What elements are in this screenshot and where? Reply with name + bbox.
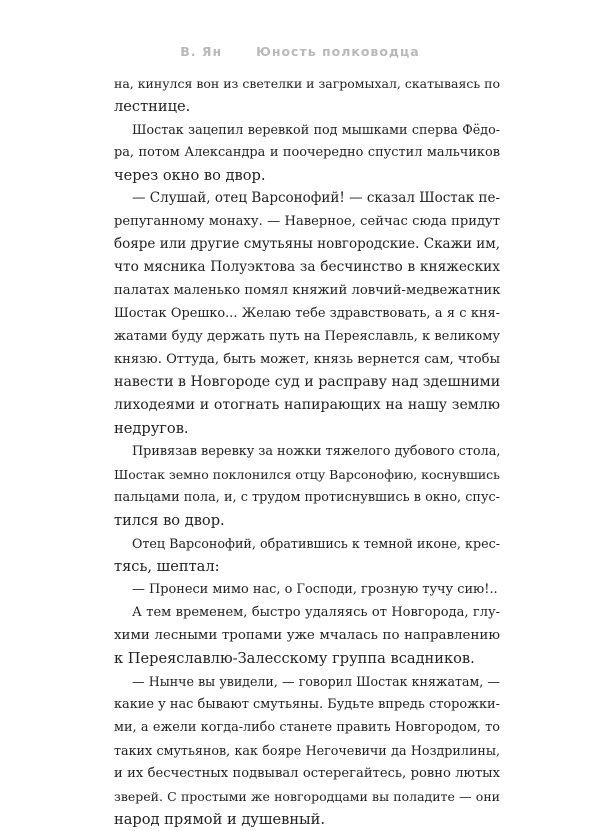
text-line: Шостак Орешко... Желаю тебе здравствовать, а я с кня- xyxy=(114,306,500,321)
text-line: зверей. С простыми же новгородцами вы поладите — они xyxy=(114,789,500,804)
text-line: Отец Варсонофий, обратившись к темной иконе, крес- xyxy=(132,536,500,551)
text-line: жатами буду держать путь на Переяславль, к великому xyxy=(114,329,500,344)
running-head xyxy=(0,44,600,59)
text-line: палатах маленько помял княжий ловчий-медвежатник xyxy=(114,283,501,298)
text-line: навести в Новгороде суд и расправу над здешними xyxy=(114,374,501,390)
text-line: ми, а ежели когда-либо станете править Новгородом, то xyxy=(114,720,500,735)
text-line: и их бесчестных подвывал остерегайтесь, ровно лютых xyxy=(114,766,500,781)
text-line: Шостак земно поклонился отцу Варсонофию, коснувшись xyxy=(114,467,500,482)
text-line: лестнице. xyxy=(114,98,191,115)
text-line: — Слушай, отец Варсонофий! — сказал Шостак пе- xyxy=(132,190,501,206)
text-line: что мясника Полуэктова за бесчинство в княжеских xyxy=(114,259,500,275)
text-line: А тем временем, быстро удаляясь от Новгорода, глу- xyxy=(132,605,500,620)
text-line: ра, потом Александра и поочередно спустил мальчиков xyxy=(114,145,500,160)
text-line: народ прямой и душевный. xyxy=(114,811,326,828)
text-line: лиходеями и отогнать напирающих на нашу землю xyxy=(114,397,500,413)
text-line: к Переяславлю-Залесскому группа всадников. xyxy=(114,650,475,667)
running-head-author: В. Ян xyxy=(180,44,223,59)
running-head-title: Юность полководца xyxy=(256,44,420,59)
text-line: какие у нас бывают смутьяны. Будьте впредь сторожки- xyxy=(114,697,500,712)
text-line: пальцами пола, и, с трудом протиснувшись в окно, спус- xyxy=(114,490,500,505)
text-line: на, кинулся вон из светелки и загромыхал, скатываясь по xyxy=(114,76,501,91)
text-line: таких смутьянов, как бояре Негочевичи да Ноздрилины, xyxy=(114,743,500,758)
text-line: князю. Оттуда, быть может, князь вернется сам, чтобы xyxy=(114,352,500,367)
text-line: — Пронеси мимо нас, о Господи, грозную тучу сию!.. xyxy=(132,582,498,597)
text-line: тясь, шептал: xyxy=(114,558,220,575)
text-line: Шостак зацепил веревкой под мышками сперва Фёдо- xyxy=(132,122,500,137)
text-line: через окно во двор. xyxy=(114,167,266,184)
text-line: недругов. xyxy=(114,420,189,437)
text-line: Привязав веревку за ножки тяжелого дубового стола, xyxy=(132,444,501,459)
text-line: — Нынче вы увидели, — говорил Шостак княжатам, — xyxy=(132,674,500,689)
text-line: репуганному монаху. — Наверное, сейчас сюда придут xyxy=(114,214,500,229)
text-line: тился во двор. xyxy=(114,512,225,529)
text-line: хими лесными тропами уже мчалась по направлению xyxy=(114,628,500,643)
text-line: бояре или другие смутьяны новгородские. Скажи им, xyxy=(114,236,501,252)
body-text xyxy=(114,72,500,831)
